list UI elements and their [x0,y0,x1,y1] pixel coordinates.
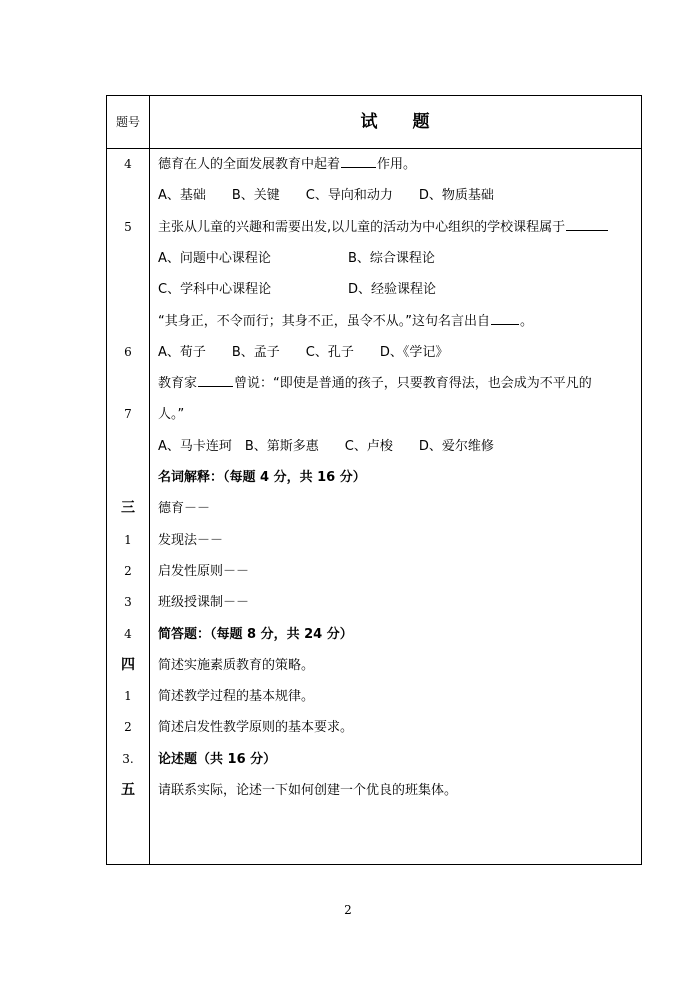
question-text: 发现法－－ [158,532,224,548]
question-text: 主张从儿童的兴趣和需要出发,以儿童的活动为中心组织的学校课程属于 [158,212,639,243]
question-text: 名词解释：（每题 4 分，共 16 分） [158,470,366,485]
table-row [107,243,641,274]
table-row [107,431,641,462]
page-number: 2 [344,903,352,917]
question-text: 教育家 曾说：“即使是普通的孩子，只要教育得法，也会成为不平凡的 [158,376,592,392]
table-row [107,306,641,337]
question-number: 4 [124,157,132,171]
table-row [107,712,641,743]
table-row [107,650,641,681]
table-row [107,274,641,305]
question-text: A、基础 B、关键 C、导向和动力 D、物质基础 [158,188,494,204]
question-text [158,274,639,305]
exam-table [106,95,642,865]
question-text: 德育在人的全面发展教育中起着 作用。 [158,157,417,172]
question-number: 2 [124,563,132,578]
question-number: 7 [124,407,132,422]
table-row [107,681,641,712]
table-row [107,462,641,493]
table-row [107,368,641,399]
question-number: 2 [124,720,132,735]
table-row [107,587,641,618]
table-row [107,180,641,211]
question-text: “其身正，不令而行；其身不正，虽令不从。”这句名言出自 。 [158,313,533,329]
question-number: 4 [124,626,132,641]
option-right: D、经验课程论 [348,282,437,298]
question-number-header: 题号 [115,115,140,129]
answer-blank [341,156,376,168]
table-row [107,212,641,243]
question-text: 请联系实际，论述一下如何创建一个优良的班集体。 [158,783,458,798]
table-row [107,775,641,806]
question-text: 简述实施素质教育的策略。 [158,657,315,673]
header-title-char-2: 题 [412,112,431,132]
question-text: A、马卡连珂 B、第斯多惠 C、卢梭 D、爱尔维修 [158,438,494,454]
question-number: 1 [124,689,132,704]
questions-header [150,96,641,148]
option-left: A、问题中心课程论 [158,250,271,266]
option-left: C、学科中心课程论 [158,282,272,298]
question-text: 简述教学过程的基本规律。 [158,689,315,705]
question-text: 启发性原则－－ [158,563,250,579]
question-number: 3 [124,595,132,610]
table-row [107,493,641,524]
table-row [107,337,641,368]
table-row [107,399,641,430]
option-right: B、综合课程论 [348,250,435,266]
question-number: 6 [124,344,132,359]
answer-blank [198,375,233,387]
table-row [107,619,641,650]
question-text: 德育－－ [158,501,211,517]
question-text: 简答题：（每题 8 分，共 24 分） [158,626,353,642]
question-text: 简述启发性教学原则的基本要求。 [158,720,354,736]
question-number: 三 [121,500,135,517]
table-row [107,525,641,556]
question-number: 3. [122,751,134,766]
question-text [158,243,639,274]
answer-blank [566,219,608,231]
question-number: 五 [121,782,135,798]
table-row [107,744,641,775]
question-text: 论述题（共 16 分） [158,751,277,767]
question-text: A、荀子 B、孟子 C、孔子 D、《学记》 [158,344,449,360]
table-row [107,149,641,180]
question-text: 班级授课制－－ [158,595,250,611]
answer-blank [491,313,519,325]
header-title-char-1: 试 [360,112,379,132]
question-text: 人。” [158,407,185,423]
question-number: 四 [121,656,135,673]
question-number: 1 [124,532,132,547]
question-number: 5 [124,219,132,234]
table-row [107,556,641,587]
